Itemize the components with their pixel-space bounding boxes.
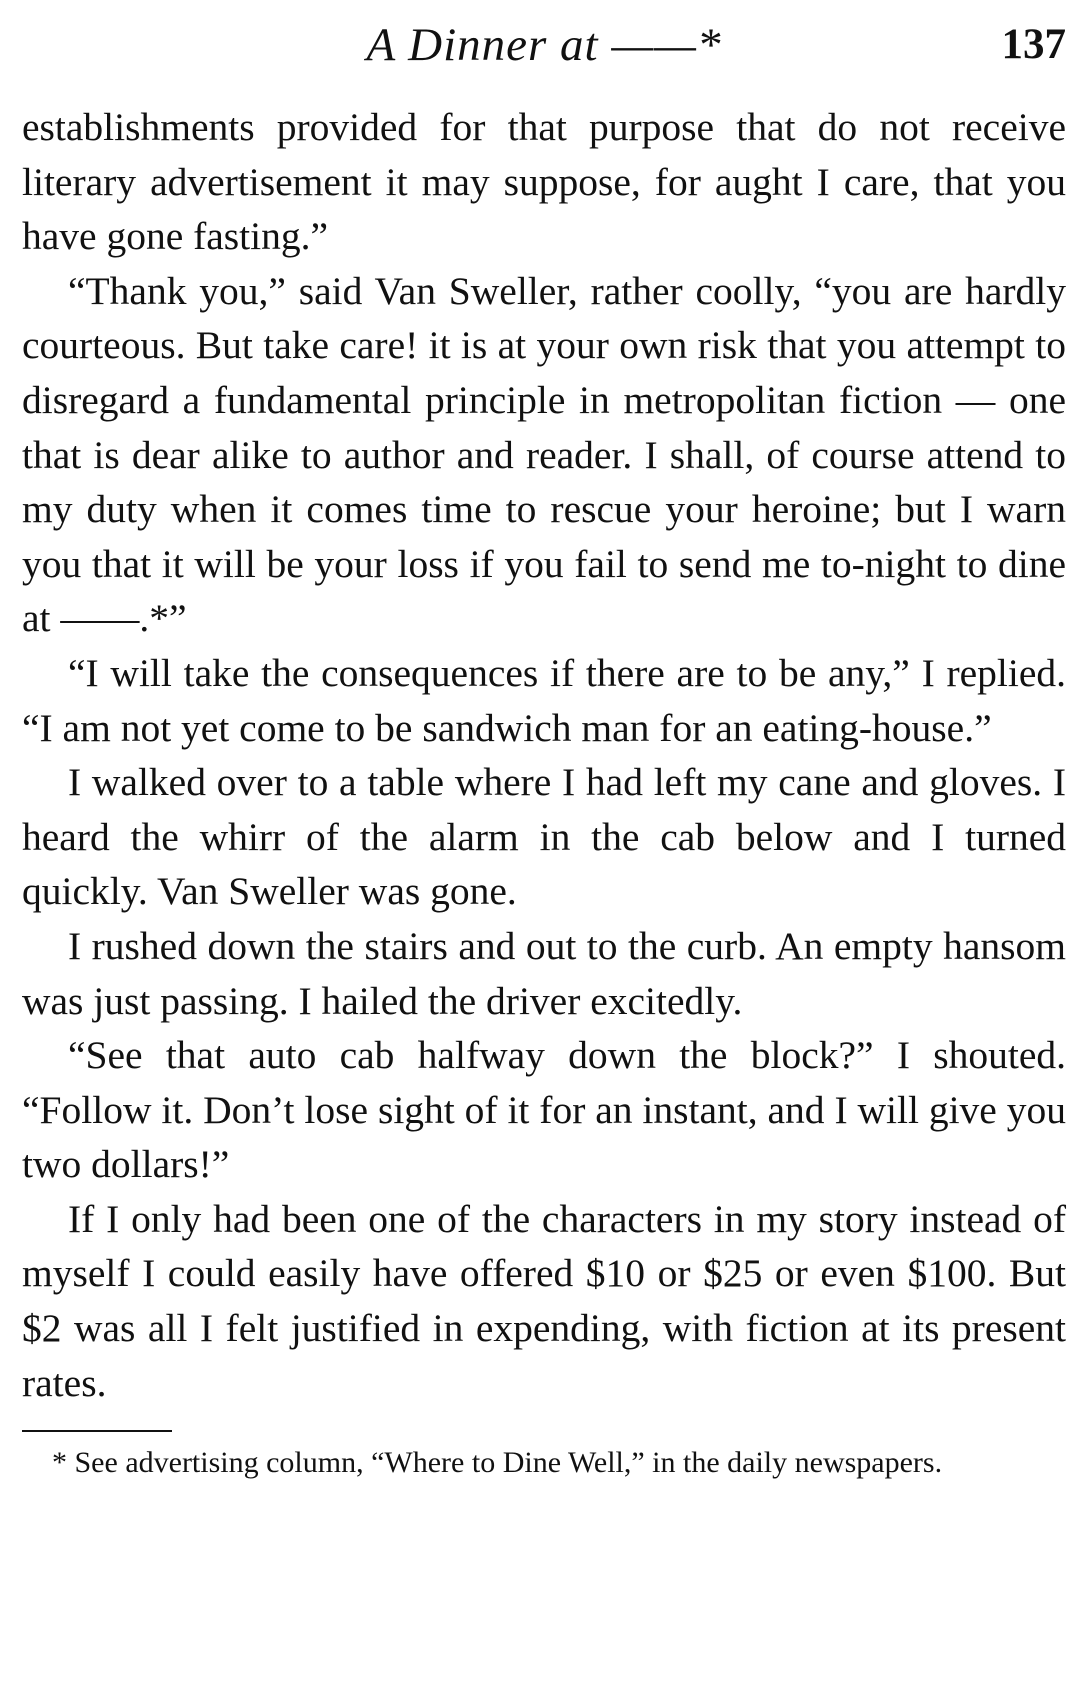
paragraph-1: establishments provided for that purpose that do not receive literary advertisement it may suppose, for aught I care, that you have gone fasting.” xyxy=(22,105,1066,259)
footnote-rule xyxy=(22,1430,172,1432)
paragraph-6: “See that auto cab halfway down the block?” I shouted. “Follow it. Don’t lose sight of it for an instant, and I will give you two dollars!” xyxy=(22,1033,1066,1187)
footnote: * See advertising column, “Where to Dine Well,” in the daily newspapers. xyxy=(52,1446,943,1480)
running-title: A Dinner at ——* xyxy=(366,19,722,71)
paragraph-2: “Thank you,” said Van Sweller, rather coolly, “you are hardly courteous. But take care! it is at your own risk that you attempt to disregard a fundamental principle in metropolitan fiction — one that is dear alike to author and reader. I shall, of course attend to my duty when it comes time to rescue your heroine; but I warn you that it will be your loss if you fail to send me to-night to dine at ——.*” xyxy=(22,268,1066,641)
page-number: 137 xyxy=(1001,21,1066,68)
book-page xyxy=(22,14,1066,1486)
paragraph-3: “I will take the consequences if there are to be any,” I replied. “I am not yet come to be sandwich man for an eating-house.” xyxy=(22,650,1066,750)
running-head xyxy=(22,14,1066,76)
paragraph-7: If I only had been one of the characters in my story instead of myself I could easily have offered $10 or $25 or even $100. But $2 was all I felt justified in expending, with fiction at its present rates. xyxy=(22,1196,1066,1405)
paragraph-4: I walked over to a table where I had left my cane and gloves. I heard the whirr of the alarm in the cab below and I turned quickly. Van Sweller was gone. xyxy=(22,760,1066,914)
paragraph-5: I rushed down the stairs and out to the curb. An empty hansom was just passing. I hailed the driver excitedly. xyxy=(22,923,1066,1023)
body-text xyxy=(22,100,1066,1410)
